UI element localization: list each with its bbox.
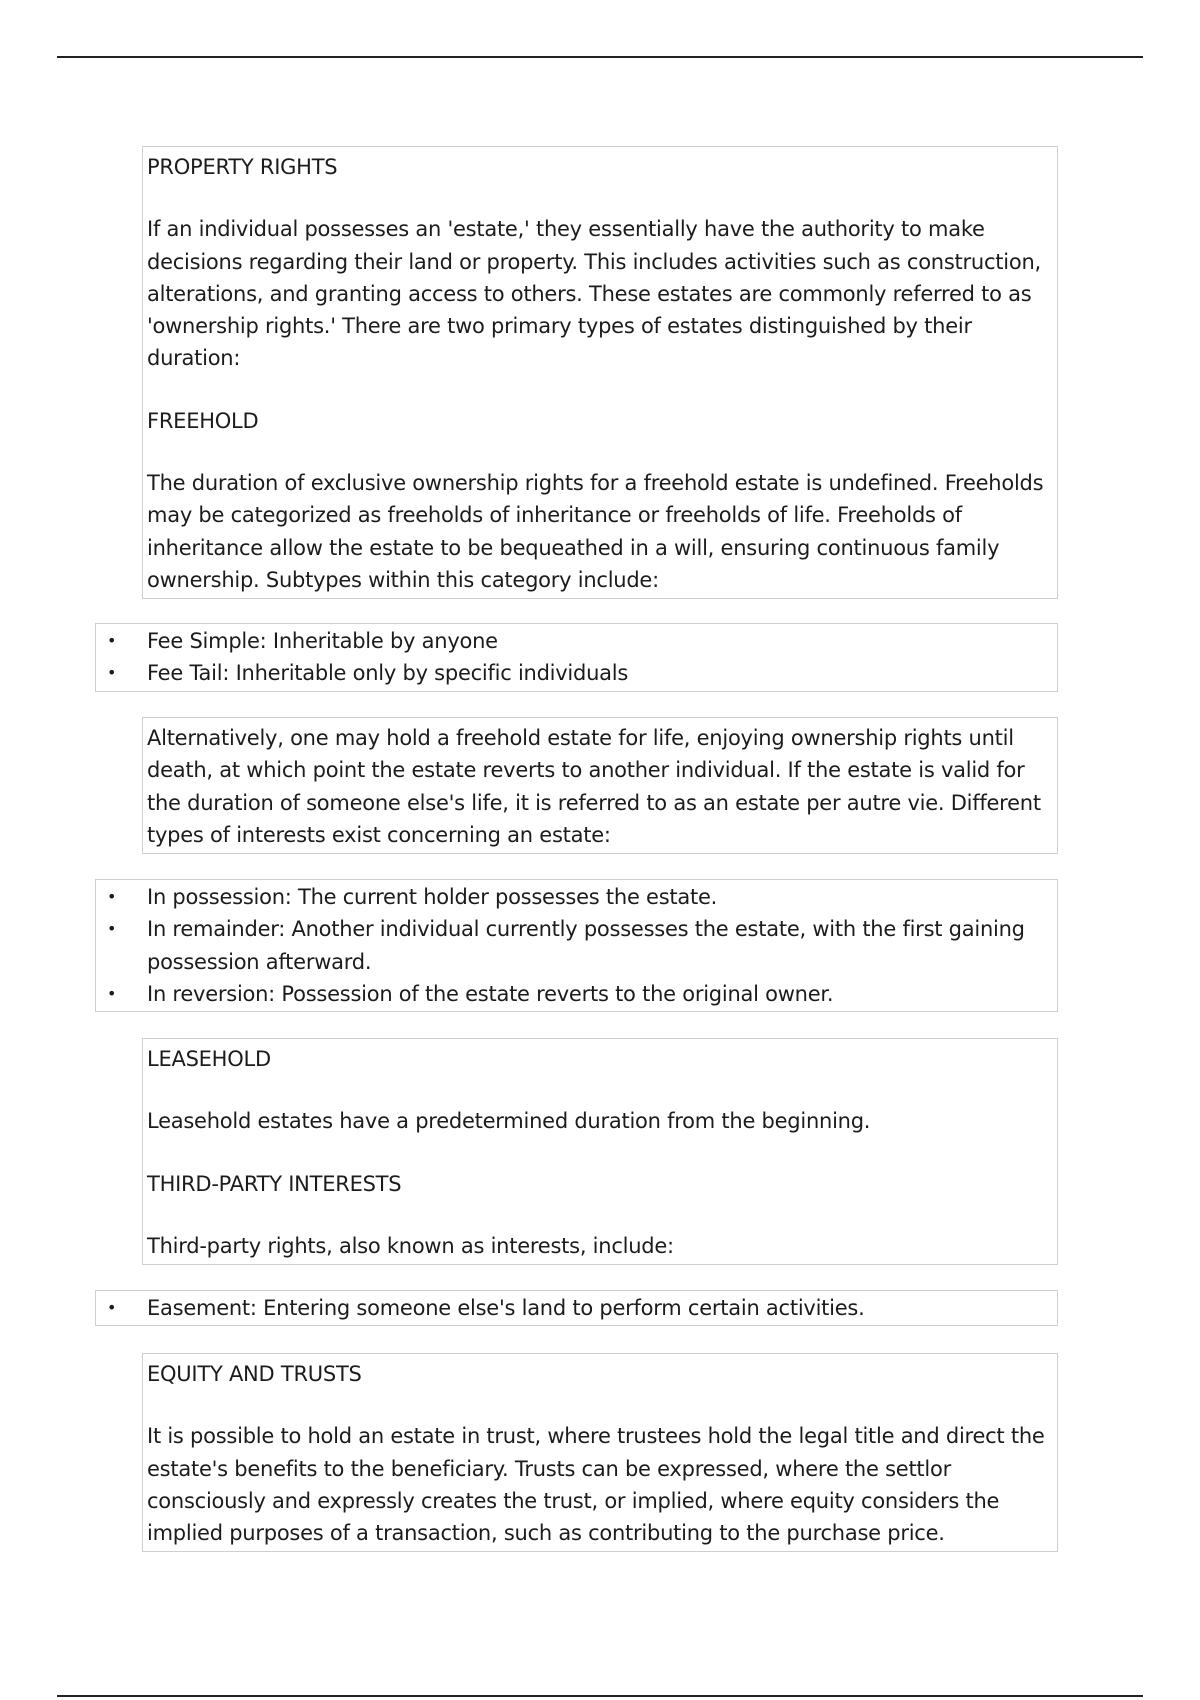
bullet-icon: • <box>107 919 117 939</box>
third-party-list <box>95 1290 1058 1326</box>
list-item <box>96 978 1053 1010</box>
life-estate-block <box>142 717 1058 854</box>
bullet-icon: • <box>107 983 117 1003</box>
list-item <box>96 1292 1053 1324</box>
section-heading-property-rights: PROPERTY RIGHTS <box>147 155 338 179</box>
section-heading-leasehold: LEASEHOLD <box>147 1047 271 1071</box>
equity-trusts-block <box>142 1353 1058 1552</box>
bullet-icon: • <box>107 631 117 650</box>
footer-rule <box>57 1695 1143 1697</box>
property-rights-paragraph: If an individual possesses an 'estate,' they essentially have the authority to make decisions regarding their land or property. This includes activities such as construction, alterations, and granting access to others. These estates are commonly referred to as 'ownership rights.' There are two primary types of estates distinguished by their duration: <box>147 217 1041 371</box>
list-item <box>96 657 1053 689</box>
bullet-icon: • <box>107 663 117 683</box>
third-party-paragraph: Third-party rights, also known as interests, include: <box>147 1233 674 1258</box>
list-item-text: Fee Simple: Inheritable by anyone <box>147 629 498 653</box>
life-estate-paragraph: Alternatively, one may hold a freehold estate for life, enjoying ownership rights until death, at which point the estate reverts to another individual. If the estate is valid for the duration of someone else's life, it is referred to as an estate per autre vie. Different types of interests exist concerning an estate: <box>147 726 1041 847</box>
list-item-text: In remainder: Another individual currently possesses the estate, with the first gaining possession afterward. <box>147 917 1025 974</box>
leasehold-paragraph: Leasehold estates have a predetermined duration from the beginning. <box>147 1109 871 1134</box>
header-rule <box>57 56 1143 58</box>
list-item <box>96 881 1053 913</box>
equity-trusts-paragraph: It is possible to hold an estate in trust, where trustees hold the legal title and direct the estate's benefits to the beneficiary. Trusts can be expressed, where the settlor consciously and expressly creates the trust, or implied, where equity considers the implied purposes of a transaction, such as contributing to the purchase price. <box>147 1424 1045 1546</box>
bullet-icon: • <box>107 1298 117 1317</box>
interest-types-list <box>95 879 1058 1012</box>
leasehold-block <box>142 1038 1058 1265</box>
section-heading-third-party: THIRD-PARTY INTERESTS <box>147 1171 402 1196</box>
list-item-text: In reversion: Possession of the estate reverts to the original owner. <box>147 981 834 1006</box>
freehold-paragraph: The duration of exclusive ownership rights for a freehold estate is undefined. Freeholds may be categorized as freeholds of inheritance or freeholds of life. Freeholds of inheritance allow the estate to be bequeathed in a will, ensuring continuous family ownership. Subtypes within this category include: <box>147 471 1044 592</box>
section-heading-equity-trusts: EQUITY AND TRUSTS <box>147 1362 362 1386</box>
list-item-text: Fee Tail: Inheritable only by specific individuals <box>147 661 629 686</box>
list-item <box>96 625 1053 657</box>
section-heading-freehold: FREEHOLD <box>147 408 259 433</box>
bullet-icon: • <box>107 887 117 906</box>
list-item-text: Easement: Entering someone else's land to perform certain activities. <box>147 1296 865 1320</box>
property-rights-block <box>142 146 1058 599</box>
freehold-subtypes-list <box>95 623 1058 692</box>
list-item-text: In possession: The current holder possesses the estate. <box>147 885 718 909</box>
list-item <box>96 913 1053 978</box>
